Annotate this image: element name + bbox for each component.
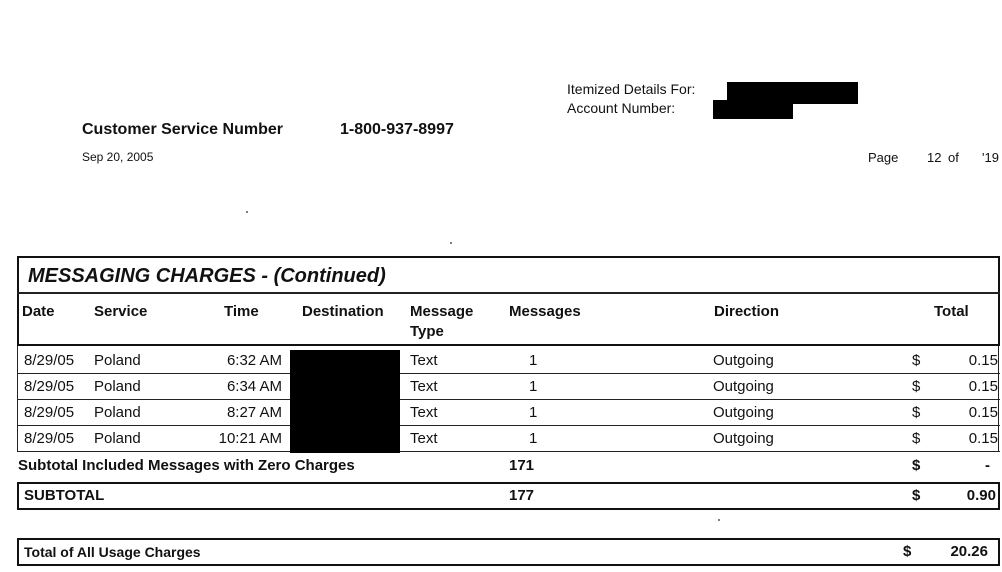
row-date: 8/29/05 [24, 352, 75, 369]
row-divider [17, 425, 1000, 426]
column-header-destination: Destination [302, 303, 384, 320]
row-currency: $ [912, 404, 921, 421]
column-header-time: Time [224, 303, 259, 320]
subtotal-total: 0.90 [966, 487, 996, 504]
customer-service-label: Customer Service Number [82, 121, 283, 138]
row-messages: 1 [529, 430, 538, 447]
row-currency: $ [912, 352, 921, 369]
page-of: of [948, 150, 959, 165]
redacted-account-number [713, 100, 793, 119]
section-title: MESSAGING CHARGES - (Continued) [28, 265, 386, 287]
row-time: 8:27 AM [226, 404, 282, 421]
subtotal-label: SUBTOTAL [24, 487, 105, 504]
row-service: Poland [94, 352, 141, 369]
page-label: Page [868, 150, 899, 165]
subtotal-zero-total: - [985, 457, 990, 474]
row-divider [17, 399, 1000, 400]
row-type: Text [410, 378, 438, 395]
row-date: 8/29/05 [24, 404, 75, 421]
row-type: Text [410, 404, 438, 421]
account-number-label: Account Number: [567, 100, 676, 116]
column-header-date: Date [22, 303, 55, 320]
grand-total-currency: $ [903, 543, 912, 560]
redacted-destination [290, 350, 400, 453]
title-divider [17, 292, 1000, 294]
rows-left-border [17, 346, 18, 451]
row-direction: Outgoing [713, 352, 774, 369]
row-currency: $ [912, 430, 921, 447]
column-header-message-type-line2: Type [410, 323, 444, 340]
row-messages: 1 [529, 378, 538, 395]
row-total: 0.15 [968, 378, 998, 395]
subtotal-currency: $ [912, 487, 921, 504]
grand-total-amount: 20.26 [950, 543, 988, 560]
column-header-direction: Direction [714, 303, 780, 320]
row-date: 8/29/05 [24, 378, 75, 395]
column-header-service: Service [94, 303, 148, 320]
row-direction: Outgoing [713, 378, 774, 395]
grand-total-label: Total of All Usage Charges [24, 544, 201, 560]
customer-service-number: 1-800-937-8997 [340, 121, 454, 138]
subtotal-zero-messages: 171 [509, 457, 535, 474]
row-service: Poland [94, 430, 141, 447]
row-total: 0.15 [968, 352, 998, 369]
column-header-message-type [410, 302, 473, 342]
row-total: 0.15 [968, 404, 998, 421]
row-messages: 1 [529, 404, 538, 421]
page-total: '19 [982, 150, 999, 165]
scan-speck [718, 519, 720, 521]
row-date: 8/29/05 [24, 430, 75, 447]
row-currency: $ [912, 378, 921, 395]
scan-speck [450, 242, 452, 244]
row-time: 6:32 AM [226, 352, 282, 369]
row-service: Poland [94, 378, 141, 395]
column-header-message-type-line1: Message [410, 303, 474, 320]
subtotal-zero-label: Subtotal Included Messages with Zero Charges [18, 457, 355, 474]
row-time: 6:34 AM [226, 378, 282, 395]
row-time: 10:21 AM [218, 430, 282, 447]
itemized-details-label: Itemized Details For: [567, 81, 696, 97]
subtotal-zero-currency: $ [912, 457, 921, 474]
page-number: 12 [927, 150, 942, 165]
statement-date: Sep 20, 2005 [82, 150, 154, 164]
scan-speck [246, 211, 248, 213]
subtotal-messages: 177 [509, 487, 535, 504]
row-service: Poland [94, 404, 141, 421]
column-header-messages: Messages [509, 303, 581, 320]
rows-right-border [998, 346, 999, 451]
row-messages: 1 [529, 352, 538, 369]
row-divider [17, 373, 1000, 374]
row-type: Text [410, 430, 438, 447]
row-divider [17, 451, 1000, 452]
column-header-total: Total [934, 303, 969, 320]
row-direction: Outgoing [713, 430, 774, 447]
row-type: Text [410, 352, 438, 369]
row-total: 0.15 [968, 430, 998, 447]
row-direction: Outgoing [713, 404, 774, 421]
